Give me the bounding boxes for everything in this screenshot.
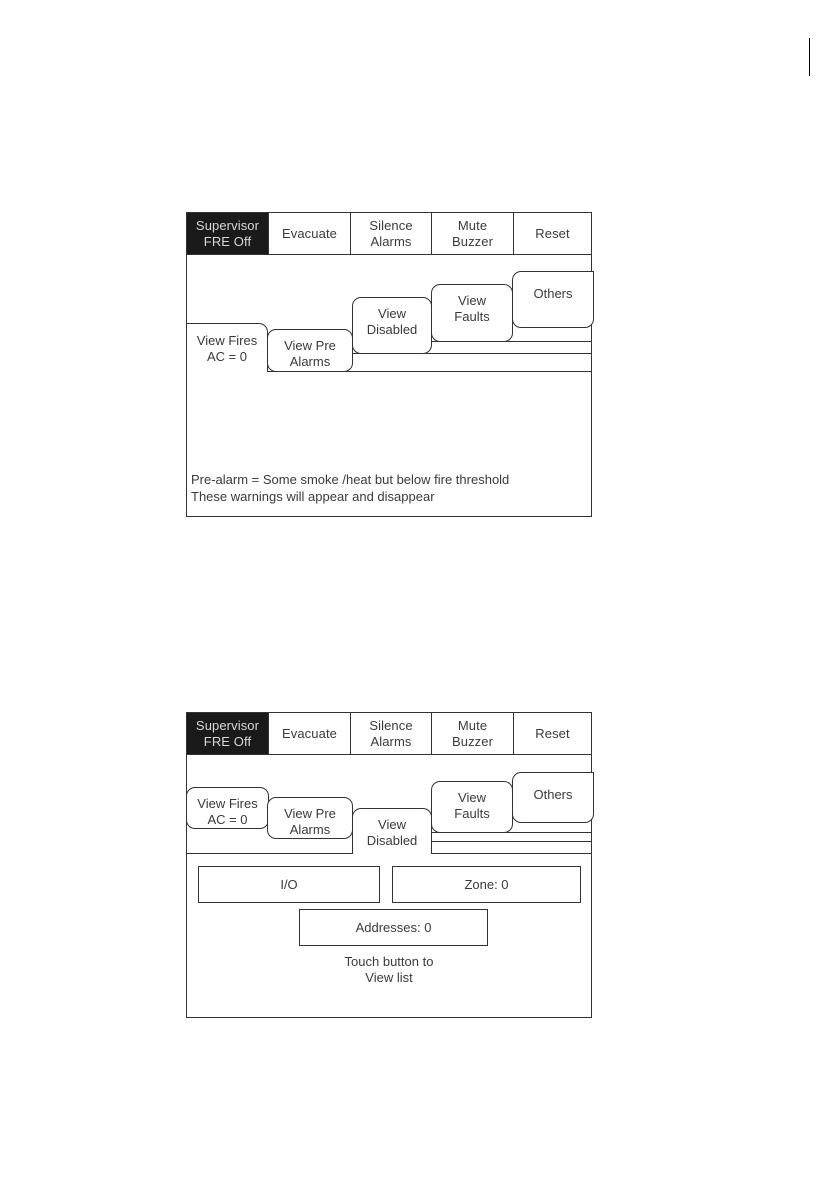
evacuate-button[interactable]: Evacuate bbox=[269, 713, 351, 754]
panel-pre-alarms bbox=[186, 212, 592, 517]
crop-mark bbox=[809, 38, 810, 76]
tab-rule bbox=[431, 841, 591, 842]
tab-view-pre-alarms[interactable]: View Pre Alarms bbox=[267, 329, 353, 372]
toolbar bbox=[187, 213, 591, 255]
silence-alarms-button[interactable]: Silence Alarms bbox=[351, 213, 432, 254]
supervisor-fre-button[interactable]: Supervisor FRE Off bbox=[187, 713, 269, 754]
silence-alarms-button[interactable]: Silence Alarms bbox=[351, 713, 432, 754]
tab-view-faults[interactable]: View Faults bbox=[431, 781, 513, 833]
panel-disabled bbox=[186, 712, 592, 1018]
reset-button[interactable]: Reset bbox=[535, 225, 570, 241]
tab-others[interactable]: Others bbox=[512, 271, 594, 328]
tab-view-disabled[interactable]: View Disabled bbox=[352, 297, 432, 354]
tab-view-fires[interactable]: View Fires AC = 0 bbox=[186, 787, 269, 829]
tab-view-fires[interactable]: View Fires AC = 0 bbox=[186, 323, 268, 372]
tab-view-disabled[interactable]: View Disabled bbox=[352, 808, 432, 854]
pre-alarm-warning-note: These warnings will appear and disappear bbox=[191, 489, 435, 504]
tab-others[interactable]: Others bbox=[512, 772, 594, 823]
tab-view-pre-alarms[interactable]: View Pre Alarms bbox=[267, 797, 353, 839]
supervisor-fre-button[interactable]: Supervisor FRE Off bbox=[187, 213, 269, 254]
tab-view-faults[interactable]: View Faults bbox=[431, 284, 513, 342]
pre-alarm-definition: Pre-alarm = Some smoke /heat but below fire threshold bbox=[191, 472, 510, 487]
zone-button[interactable]: Zone: 0 bbox=[392, 866, 581, 903]
reset-button[interactable]: Reset bbox=[535, 725, 570, 741]
io-button[interactable]: I/O bbox=[198, 866, 380, 903]
addresses-button[interactable]: Addresses: 0 bbox=[299, 909, 488, 946]
touch-button-hint: Touch button to View list bbox=[344, 954, 434, 985]
evacuate-button[interactable]: Evacuate bbox=[269, 213, 351, 254]
mute-buzzer-button[interactable]: Mute Buzzer bbox=[432, 713, 514, 754]
mute-buzzer-button[interactable]: Mute Buzzer bbox=[432, 213, 514, 254]
toolbar bbox=[187, 713, 591, 755]
